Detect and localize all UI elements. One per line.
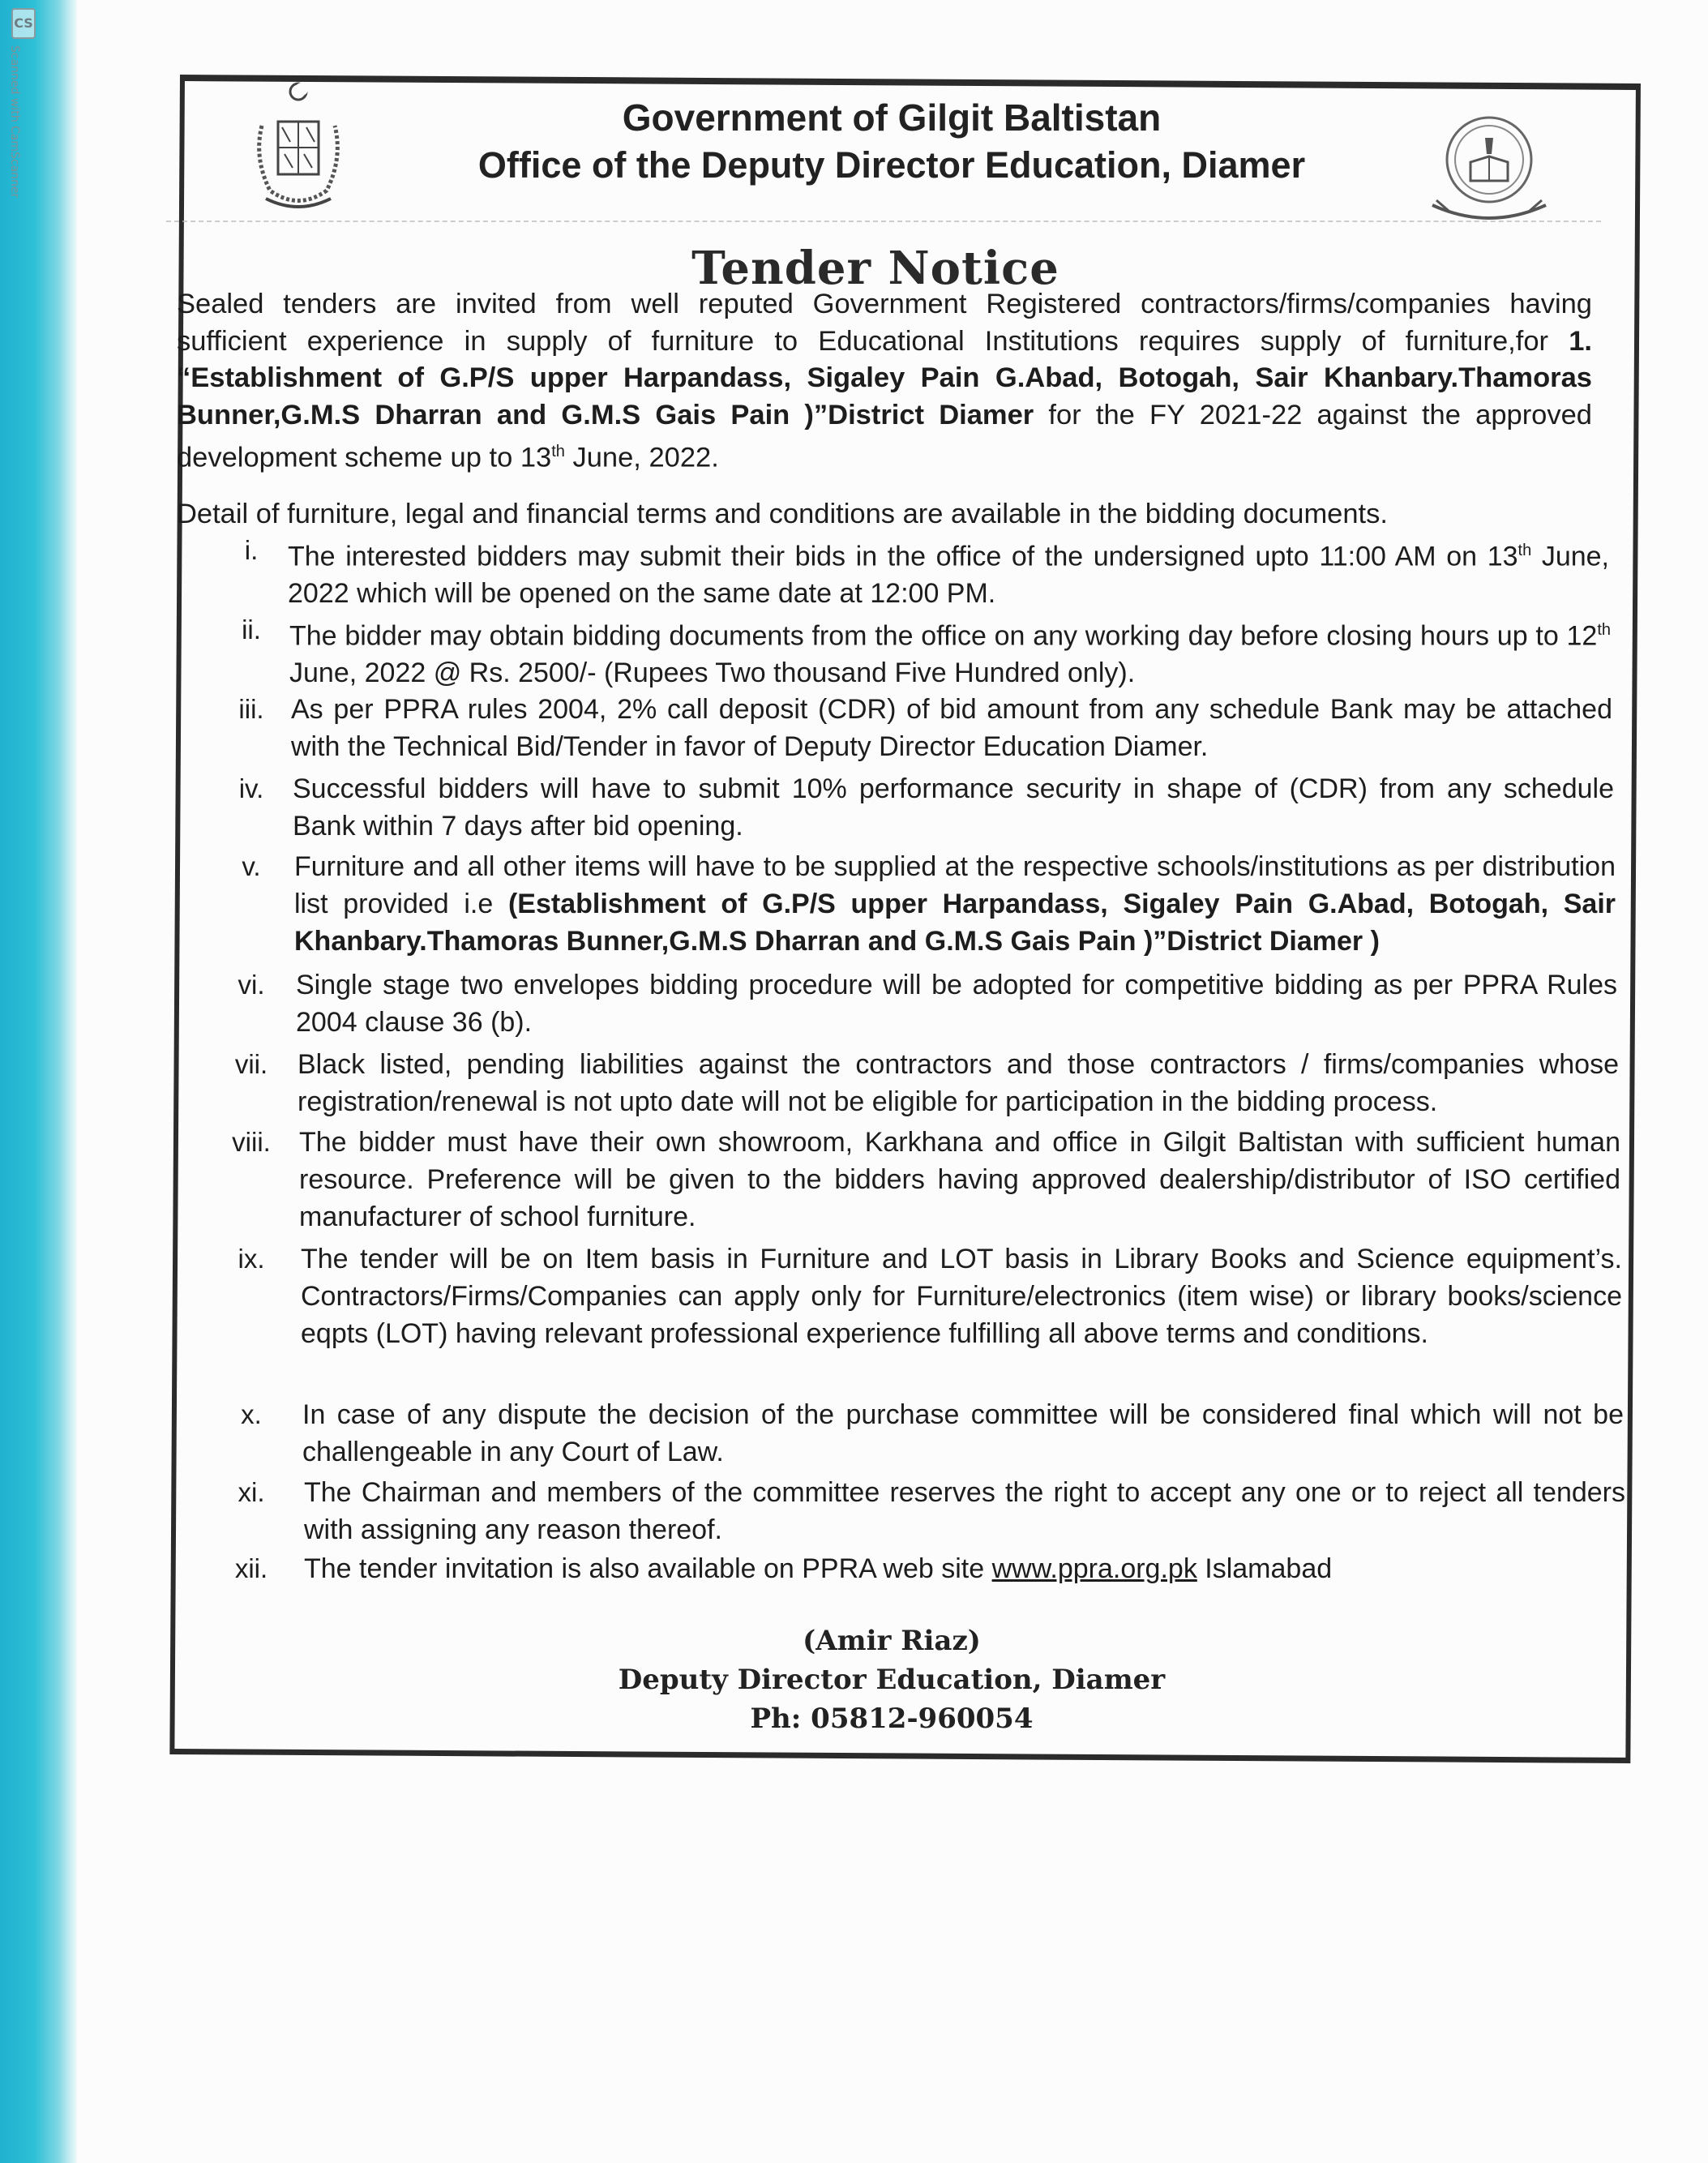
- list-item: [219, 848, 1616, 960]
- intro-text-end: June, 2022.: [564, 442, 719, 473]
- list-item-number: x.: [241, 1399, 262, 1429]
- list-item-number: iv.: [238, 773, 264, 803]
- list-item-text: The tender will be on Item basis in Furniture and LOT basis in Library Books and Science equipment’s. Contractors/Firms/Companies can apply only for Furniture/electronics (item wise) or library books/science eqpts (LOT) having relevant professional experience fulfilling all above terms and conditions.: [301, 1244, 1622, 1349]
- list-item-text: The Chairman and members of the committee reserves the right to accept any one or to reject all tenders with assigning any reason thereof.: [304, 1477, 1625, 1545]
- item-date-suffix: th: [1518, 542, 1532, 559]
- item-text-part: The tender invitation is also available on PPRA web site: [304, 1553, 992, 1584]
- list-item: [219, 1396, 1624, 1471]
- list-item: [219, 1046, 1619, 1120]
- item-date-suffix: th: [1597, 621, 1611, 639]
- list-item: [219, 770, 1614, 845]
- list-item: [219, 1240, 1622, 1352]
- list-item-text: Black listed, pending liabilities against the contractors and those contractors / firms/companies whose registration/renewal is not upto date will not be eligible for participation in the bidding process.: [298, 1049, 1619, 1117]
- list-item-text: In case of any dispute the decision of the purchase committee will be considered final which will not be challengeable in any Court of Law.: [302, 1399, 1624, 1467]
- list-item-text: Successful bidders will have to submit 10% performance security in shape of (CDR) from any schedule Bank within 7 days after bid opening.: [293, 773, 1614, 842]
- list-item: [219, 1124, 1620, 1236]
- list-item: [219, 966, 1617, 1041]
- list-item-number: i.: [244, 535, 259, 565]
- education-department-logo-icon: [1420, 109, 1558, 231]
- list-item-text: [288, 532, 1609, 612]
- intro-paragraph: [177, 286, 1592, 477]
- detail-line: Detail of furniture, legal and financial terms and conditions are available in the bidding documents.: [177, 499, 1388, 529]
- item-text-part: The interested bidders may submit their bids in the office of the undersigned upto 11:00 AM on 13: [288, 541, 1518, 572]
- item-text-part: June, 2022 which will be opened on the same date at 12:00 PM.: [288, 541, 1609, 610]
- list-item: [219, 691, 1612, 765]
- list-item-number: ii.: [242, 615, 261, 645]
- list-item-text: [304, 1550, 1627, 1587]
- list-item-number: vii.: [234, 1049, 268, 1079]
- item-text-part: Islamabad: [1196, 1553, 1333, 1584]
- list-item-number: xi.: [238, 1477, 265, 1507]
- list-item-number: v.: [242, 851, 261, 881]
- item-text-part: June, 2022 @ Rs. 2500/- (Rupees Two thousand Five Hundred only).: [289, 657, 1136, 689]
- item-text-part: Furniture and all other items will have to be supplied at the respective schools/institutions as per distribution list provided i.e: [294, 851, 1616, 919]
- scanner-caption: Scanned with CamScanner: [8, 45, 21, 199]
- list-item-number: vi.: [238, 970, 265, 1000]
- item-project-list: (Establishment of G.P/S upper Harpandass, Sigaley Pain G.Abad, Botogah, Sair Khanbary.Thamoras Bunner,G.M.S Dharran and G.M.S Gais Pain )”District Diamer ): [294, 889, 1616, 957]
- signatory-phone: Ph: 05812-960054: [750, 1703, 1034, 1735]
- list-item-number: viii.: [232, 1127, 271, 1157]
- item-text-part: The bidder may obtain bidding documents from the office on any working day before closing hours up to 12: [289, 620, 1598, 652]
- list-item: [219, 532, 1609, 612]
- signatory-name: (Amir Riaz): [803, 1625, 981, 1657]
- list-item: [219, 611, 1611, 692]
- header-office-title: Office of the Deputy Director Education, Diamer: [477, 144, 1306, 186]
- signatory-designation: Deputy Director Education, Diamer: [618, 1664, 1166, 1696]
- list-item-number: iii.: [238, 694, 264, 724]
- camscanner-logo-icon: CS: [11, 8, 36, 39]
- list-item-text: [294, 848, 1616, 960]
- list-item-number: ix.: [238, 1244, 265, 1274]
- intro-date-suffix: th: [551, 443, 565, 460]
- scan-edge-shadow: [0, 0, 77, 2163]
- ppra-website-link[interactable]: www.ppra.org.pk: [991, 1553, 1197, 1584]
- list-item-text: Single stage two envelopes bidding procedure will be adopted for competitive bidding as per PPRA Rules 2004 clause 36 (b).: [296, 970, 1617, 1038]
- list-item-text: The bidder must have their own showroom, Karkhana and office in Gilgit Baltistan with sufficient human resource. Preference will be given to the bidders having approved dealership/distributor of ISO certified manufacturer of school furniture.: [299, 1127, 1620, 1232]
- list-item-number: xii.: [234, 1553, 268, 1583]
- list-item-text: [289, 611, 1611, 692]
- list-item: [219, 1550, 1627, 1587]
- list-item: [219, 1474, 1625, 1548]
- header-government-title: Government of Gilgit Baltistan: [622, 96, 1162, 139]
- list-item-text: As per PPRA rules 2004, 2% call deposit (CDR) of bid amount from any schedule Bank may be attached with the Technical Bid/Tender in favor of Deputy Director Education Diamer.: [291, 694, 1612, 762]
- intro-text: Sealed tenders are invited from well reputed Government Registered contractors/firms/companies having sufficient experience in supply of furniture to Educational Institutions requires supply of furniture,for: [177, 289, 1592, 357]
- intro-project-list: 1. “Establishment of G.P/S upper Harpandass, Sigaley Pain G.Abad, Botogah, Sair Khanbary.Thamoras Bunner,G.M.S Dharran and G.M.S Gais Pain )”District Diamer: [177, 325, 1592, 430]
- intro-text-continued: for the FY 2021-22 against the approved development scheme up to 13: [177, 399, 1592, 473]
- header-divider: [166, 221, 1601, 222]
- government-crest-icon: [238, 77, 359, 219]
- page-title: Tender Notice: [691, 242, 1059, 295]
